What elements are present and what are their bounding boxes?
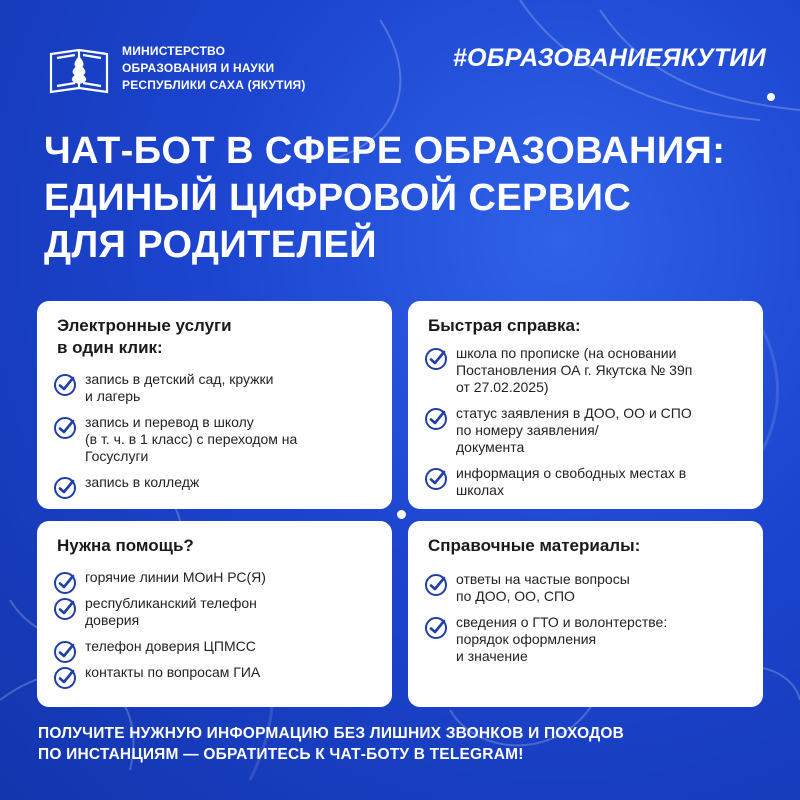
check-circle-icon [424,407,448,431]
check-circle-icon [424,616,448,640]
card-title [428,315,581,337]
ministry-name [122,43,306,94]
list-item [53,414,297,465]
card-list [424,571,667,674]
item-line: Госуслуги [85,448,149,464]
item-line: школа по прописке (на основании [456,345,677,361]
book-tree-logo-icon [48,42,110,98]
check-circle-icon [53,476,77,500]
card-need-help [37,521,392,707]
title-line: ЧАТ-БОТ В СФЕРЕ ОБРАЗОВАНИЯ: [44,130,726,172]
check-circle-icon [424,467,448,491]
title-line: ЕДИНЫЙ ЦИФРОВОЙ СЕРВИС [44,177,632,219]
ministry-line: РЕСПУБЛИКИ САХА (ЯКУТИЯ) [122,78,306,92]
card-title [57,315,232,359]
list-item [53,638,266,655]
card-electronic-services [37,301,392,509]
card-list [53,371,297,500]
footer-line: ПОЛУЧИТЕ НУЖНУЮ ИНФОРМАЦИЮ БЕЗ ЛИШНИХ ЗВОНКОВ И ПОХОДОВ [38,725,625,742]
list-item [53,474,297,491]
check-circle-icon [424,347,448,371]
list-item [53,664,266,681]
check-circle-icon [53,416,77,440]
item-line: ответы на частые вопросы [456,571,630,587]
list-item [424,571,667,605]
item-line: по ДОО, ОО, СПО [456,588,575,604]
item-line: доверия [85,612,140,628]
item-line: от 27.02.2025) [456,379,549,395]
header [48,40,768,100]
card-title-line: Нужна помощь? [57,536,194,555]
list-item [424,405,692,456]
check-circle-icon [53,571,77,595]
footer-call-to-action [38,723,624,765]
ministry-line: ОБРАЗОВАНИЯ И НАУКИ [122,61,275,75]
item-line: статус заявления в ДОО, ОО и СПО [456,405,692,421]
item-line: школах [456,482,504,498]
check-circle-icon [53,640,77,664]
ministry-line: МИНИСТЕРСТВО [122,44,226,58]
check-circle-icon [53,597,77,621]
list-item [424,614,667,665]
item-line: запись в детский сад, кружки [85,371,274,387]
card-quick-reference [408,301,763,509]
card-title-line: в один клик: [57,338,163,357]
title-line: ДЛЯ РОДИТЕЛЕЙ [44,224,377,266]
item-line: сведения о ГТО и волонтерстве: [456,614,668,630]
footer-line: ПО ИНСТАНЦИЯМ — ОБРАТИТЕСЬ К ЧАТ-БОТУ В TELEGRAM! [38,746,524,763]
item-line: по номеру заявления/ [456,422,599,438]
card-list [53,569,266,690]
check-circle-icon [424,573,448,597]
item-line: запись и перевод в школу [85,414,254,430]
item-line: Постановления ОА г. Якутска № 39п [456,362,693,378]
decor-dot [767,93,775,101]
item-line: контакты по вопросам ГИА [85,664,261,680]
card-title [57,535,194,557]
item-line: телефон доверия ЦПМСС [85,638,256,654]
item-line: и значение [456,648,528,664]
item-line: (в т. ч. в 1 класс) с переходом на [85,431,298,447]
card-title-line: Электронные услуги [57,316,232,335]
page-title [44,128,784,269]
list-item [53,371,297,405]
card-title-line: Быстрая справка: [428,316,581,335]
check-circle-icon [53,666,77,690]
item-line: запись в колледж [85,474,200,490]
card-reference-materials [408,521,763,707]
card-title [428,535,640,557]
item-line: документа [456,439,525,455]
check-circle-icon [53,373,77,397]
card-title-line: Справочные материалы: [428,536,641,555]
item-line: информация о свободных местах в [456,465,687,481]
list-item [424,345,692,396]
decor-dot [397,510,406,519]
item-line: и лагерь [85,388,141,404]
item-line: горячие линии МОиН РС(Я) [85,569,266,585]
list-item [53,595,266,629]
card-list [424,345,692,508]
item-line: республиканский телефон [85,595,257,611]
item-line: порядок оформления [456,631,597,647]
list-item [53,569,266,586]
hashtag: #ОБРАЗОВАНИЕЯКУТИИ [452,44,766,72]
list-item [424,465,692,499]
